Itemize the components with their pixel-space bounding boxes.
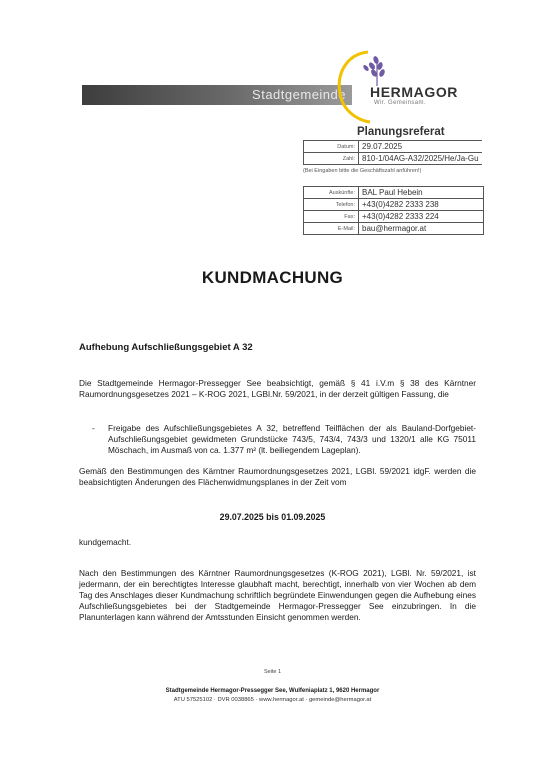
footer-address: Stadtgemeinde Hermagor-Pressegger See, Wulfeniaplatz 1, 9620 Hermagor <box>165 688 380 694</box>
contact-label: Auskünfte: <box>304 187 359 199</box>
banner-text: Stadtgemeinde <box>252 87 346 102</box>
brand-name: HERMAGOR <box>370 84 459 100</box>
contact-value: BAL Paul Hebein <box>359 187 484 199</box>
email-value[interactable]: bau@hermagor.at <box>359 223 484 235</box>
file-number-value: 810-1/04AG-A32/2025/He/Ja-Gu <box>359 153 482 165</box>
header-banner <box>82 85 352 105</box>
bullet-marker: - <box>92 423 95 433</box>
table-row <box>304 223 484 235</box>
document-subject: Aufhebung Aufschließungsgebiet A 32 <box>79 342 253 353</box>
reference-note: (Bei Eingaben bitte die Geschäftszahl anführen!) <box>303 168 422 174</box>
paragraph-objections: Nach den Bestimmungen des Kärntner Raumordnungsgesetzes (K-ROG 2021), LGBl. Nr. 59/2021, ist jedermann, der ein berechtigtes Interesse glaubhaft macht, berechtigt, innerhalb von vier Wochen ab dem Tag des Anschlages dieser Kundmachung schriftlich begründete Einwendungen gegen die Aufhebung eines Aufschließungsgebietes bei der Stadtgemeinde Hermagor-Pressegger See einzubringen. In die Planunterlagen kann während der Amtsstunden Einsicht genommen werden. <box>79 568 476 622</box>
paragraph-period: Gemäß den Bestimmungen des Kärntner Raumordnungsgesetzes 2021, LGBl. 59/2021 idgF. werden die beabsichtigten Änderungen des Flächenwidmungsplanes in der Zeit vom <box>79 466 476 487</box>
email-label: E-Mail: <box>304 223 359 235</box>
contact-table <box>303 186 484 235</box>
table-row <box>304 153 482 165</box>
department-title: Planungsreferat <box>357 126 445 138</box>
reference-table <box>303 140 482 165</box>
table-row <box>304 187 484 199</box>
table-row <box>304 211 484 223</box>
publication-dates: 29.07.2025 bis 01.09.2025 <box>219 512 326 522</box>
bullet-item: Freigabe des Aufschließungsgebietes A 32, betreffend Teilflächen der als Bauland-Dorfgebiet-Aufschließungsgebiet gewidmeten Grundstücke 743/5, 743/4, 743/3 und 1320/1 alle KG 75011 Möschach, im Ausmaß von ca. 1.377 m² (lt. beiliegendem Lageplan). <box>108 423 476 455</box>
file-number-label: Zahl: <box>304 153 359 165</box>
paragraph-published: kundgemacht. <box>79 537 132 547</box>
paragraph-intro: Die Stadtgemeinde Hermagor-Pressegger See beabsichtigt, gemäß § 41 i.V.m § 38 des Kärntner Raumordnungsgesetzes 2021 – K-ROG 2021, LGBl.Nr. 59/2021, in der derzeit gültigen Fassung, die <box>79 378 476 399</box>
brand-subtitle: Wir. Gemeinsam. <box>374 100 427 106</box>
document-title: KUNDMACHUNG <box>201 268 344 287</box>
table-row <box>304 141 482 153</box>
footer-contact: ATU 57525102 · DVR 0038865 · www.hermagor.at · gemeinde@hermagor.at <box>173 697 372 703</box>
date-label: Datum: <box>304 141 359 153</box>
phone-label: Telefon: <box>304 199 359 211</box>
date-value: 29.07.2025 <box>359 141 482 153</box>
fax-value: +43(0)4282 2333 224 <box>359 211 484 223</box>
phone-value: +43(0)4282 2333 238 <box>359 199 484 211</box>
table-row <box>304 199 484 211</box>
fax-label: Fax: <box>304 211 359 223</box>
page-number: Seite 1 <box>263 669 282 675</box>
